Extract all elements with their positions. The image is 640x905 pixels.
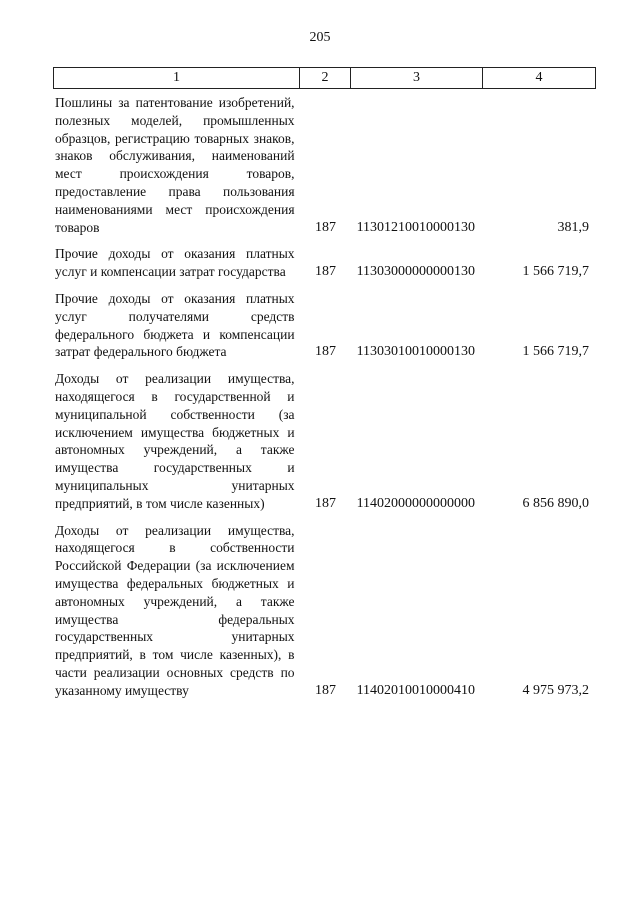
row-description: Пошлины за патентование изобретений, полезных моделей, промышленных образцов, регистрацию товарных знаков, знаков обслуживания, наименований мест происхождения товаров, предоставление права пользования наименованиями мест происхождения товаров [55,95,295,235]
table-row [53,94,595,236]
row-admin-code: 187 [315,219,336,235]
row-kbk: 11301210010000130 [356,219,476,235]
row-kbk: 11303010010000130 [356,344,476,360]
row-kbk: 11402010010000410 [356,682,476,698]
row-kbk: 11402000000000000 [356,495,476,511]
table-row [53,245,595,281]
row-amount: 1 566 719,7 [522,264,589,280]
row-kbk: 11303000000000130 [356,264,476,280]
row-amount: 1 566 719,7 [522,344,589,360]
row-description: Доходы от реализации имущества, находящегося в собственности Российской Федерации (за исключением имущества федеральных бюджетных и автономных учреждений, а также имущества федеральных государственных унитарных предприятий, в том числе казенных), в части реализации основных средств по указанному имуществу [55,522,295,698]
row-admin-code: 187 [315,495,336,511]
page-number: 205 [309,30,331,45]
row-admin-code: 187 [315,264,336,280]
row-description: Прочие доходы от оказания платных услуг и компенсации затрат государства [55,246,295,280]
header-col-3: 3 [351,68,483,89]
row-amount: 4 975 973,2 [522,682,589,698]
row-description: Доходы от реализации имущества, находящегося в государственной и муниципальной собственности (за исключением имущества бюджетных и автономных учреждений, а также имущества государственных и муниципальных унитарных предприятий, в том числе казенных) [55,371,295,511]
header-col-1: 1 [54,68,300,89]
table-row [53,522,595,700]
row-description: Прочие доходы от оказания платных услуг получателями средств федерального бюджета и компенсации затрат федерального бюджета [55,290,295,360]
table-row [53,290,595,361]
table-body [53,94,595,709]
header-col-4: 4 [483,68,596,89]
row-admin-code: 187 [315,344,336,360]
row-admin-code: 187 [315,682,336,698]
row-amount: 6 856 890,0 [522,495,589,511]
table-header [53,67,596,89]
row-amount: 381,9 [557,219,589,235]
header-col-2: 2 [300,68,351,89]
table-row [53,370,595,512]
header-row [54,68,596,89]
